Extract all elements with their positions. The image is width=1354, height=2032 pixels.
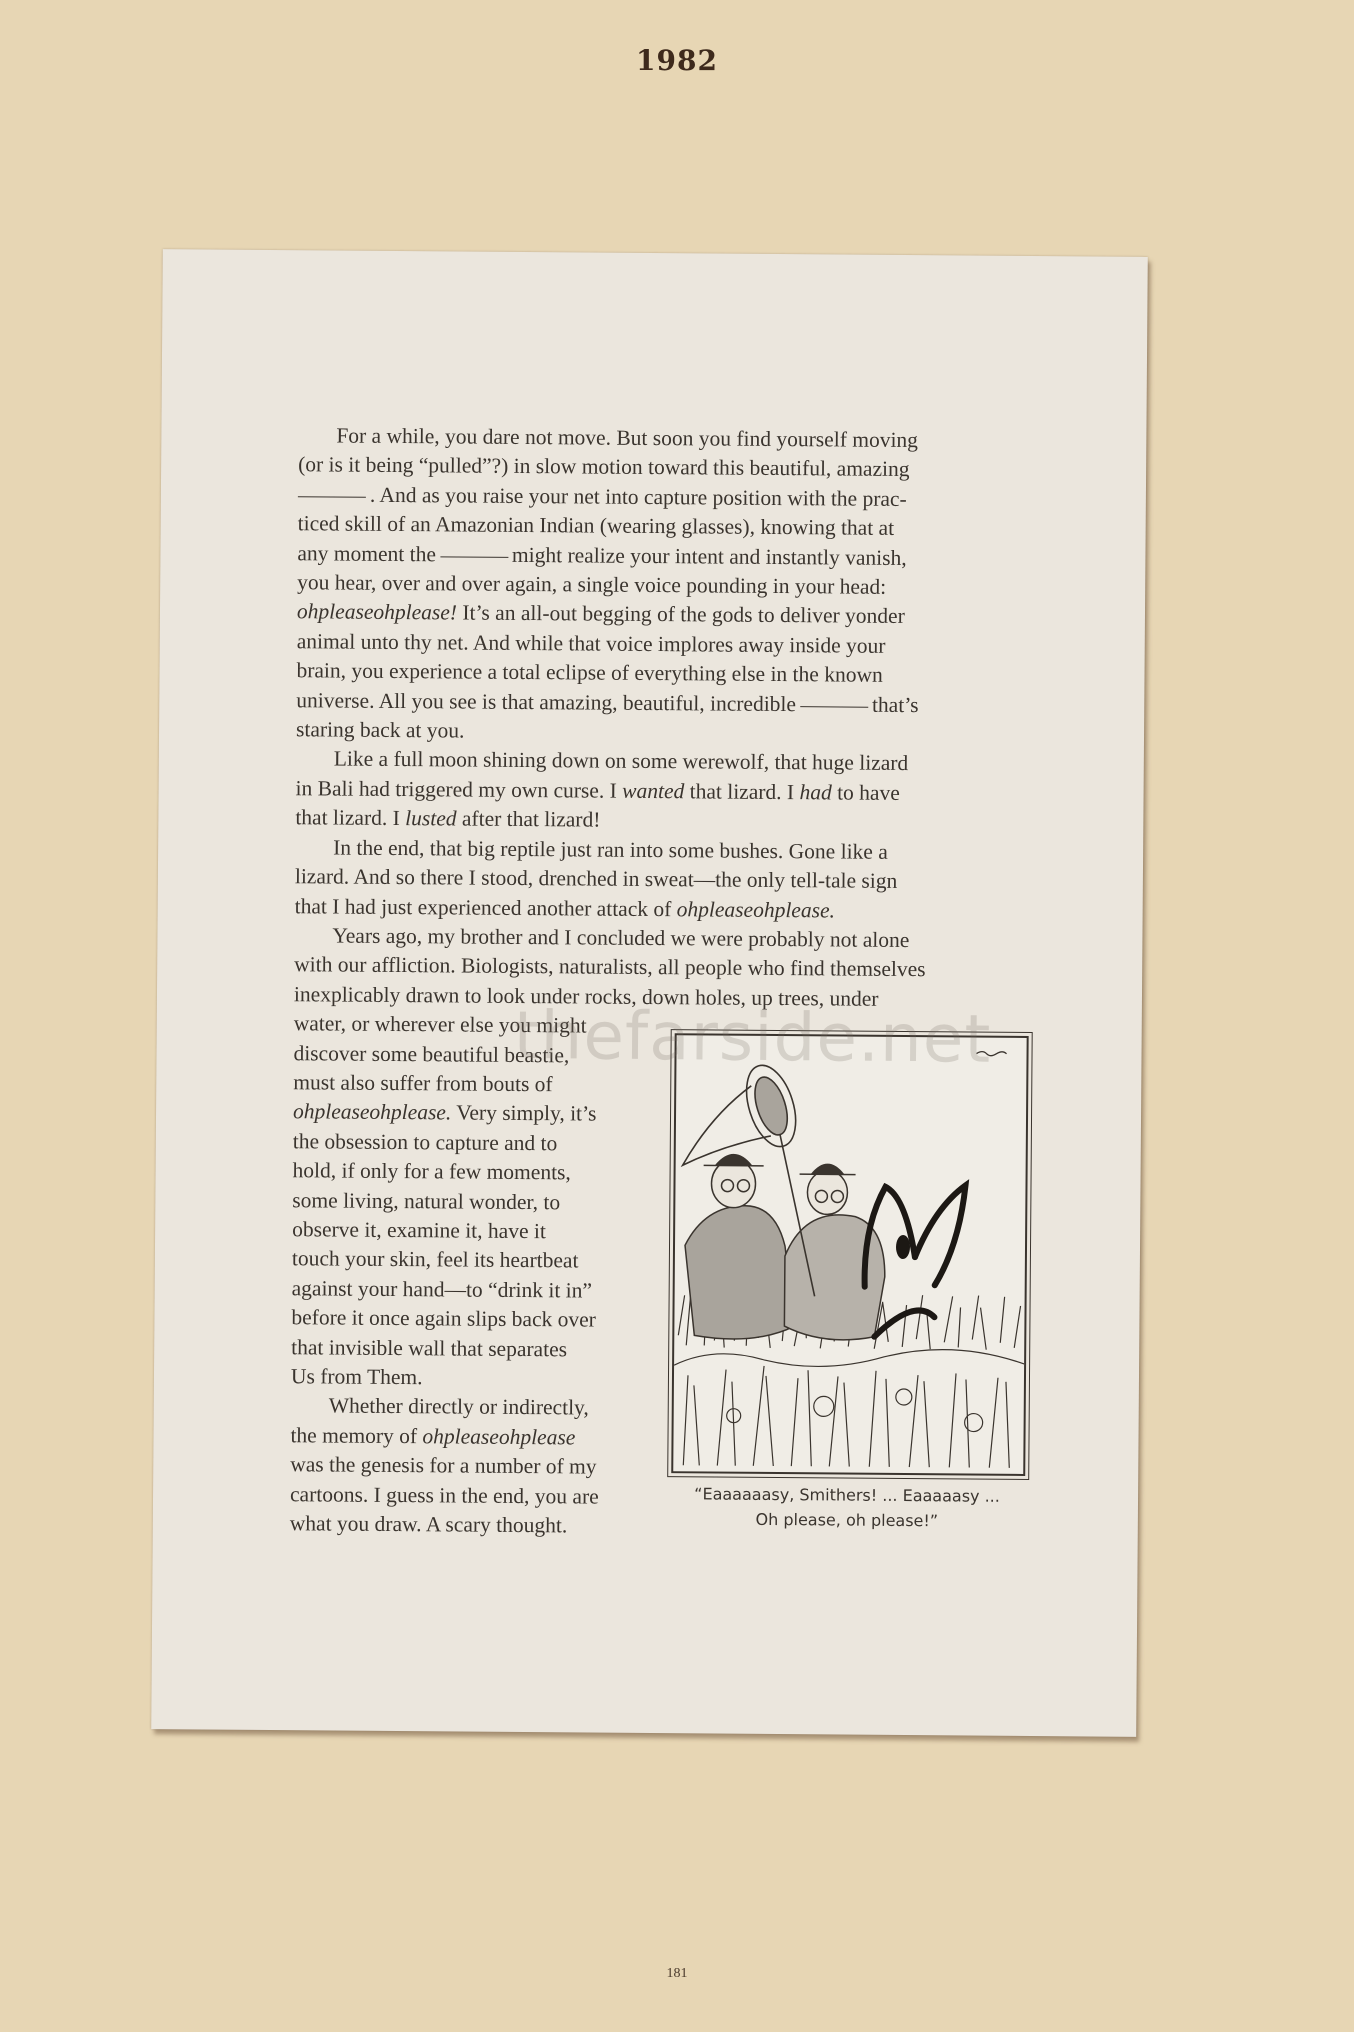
text-line: lizard. And so there I stood, drenched in sweat—the only tell-tale sign: [294, 864, 898, 894]
text-fragment: to have: [831, 780, 900, 805]
italic-word: wanted: [622, 778, 685, 804]
italic-word: ohpleaseohplease!: [296, 599, 458, 625]
text-line: what you draw. A scary thought.: [289, 1511, 568, 1538]
text-line: Years ago, my brother and I concluded we were probably not alone: [332, 923, 910, 952]
text-line: was the genesis for a number of my: [290, 1452, 597, 1479]
cartoon-caption: [663, 1481, 1031, 1534]
text-fragment: any moment the: [297, 540, 437, 566]
scientist-figure: [684, 1154, 795, 1339]
text-line: animal unto thy net. And while that voice implores away inside your: [296, 629, 886, 658]
fill-in-blank: [440, 555, 508, 558]
text-line: must also suffer from bouts of: [293, 1070, 553, 1097]
italic-word: lusted: [405, 806, 457, 831]
text-line: against your hand—to “drink it in”: [291, 1275, 593, 1303]
text-line: cartoons. I guess in the end, you are: [289, 1481, 599, 1509]
text-line: water, or wherever else you might: [293, 1011, 587, 1038]
paragraph-4-continued: [291, 1009, 649, 1394]
page-number: 181: [666, 1966, 688, 1981]
italic-word: had: [799, 780, 832, 805]
text-line: discover some beautiful beastie,: [293, 1040, 570, 1067]
text-fragment: might realize your intent and instantly vanish,: [511, 542, 907, 570]
text-fragment: the memory of: [290, 1423, 423, 1449]
text-line: with our affliction. Biologists, naturalists, all people who find themselves: [294, 952, 926, 982]
caption-line: Oh please, oh please!”: [755, 1509, 939, 1531]
text-fragment: Very simply, it’s: [451, 1100, 597, 1126]
text-line: hold, if only for a few moments,: [292, 1158, 571, 1185]
fill-in-blank: [800, 705, 868, 708]
text-line: staring back at you.: [295, 717, 465, 743]
cartoon-panel: [671, 1033, 1028, 1476]
text-line: you hear, over and over again, a single voice pounding in your head:: [297, 570, 887, 599]
signature-scribble: [977, 1052, 1007, 1056]
text-line: [293, 1098, 648, 1130]
paragraph-3: [295, 833, 1028, 927]
scientist-figure: [784, 1164, 885, 1340]
page-header-year: 1982: [636, 44, 718, 77]
paragraph-5: [290, 1392, 646, 1542]
watermark-text: thefarside.net: [513, 996, 992, 1078]
caption-line: “Eaaaaaasy, Smithers! ... Eaaaaasy ...: [694, 1484, 1000, 1506]
fill-in-blank: [298, 495, 366, 498]
text-line: touch your skin, feel its heartbeat: [291, 1246, 579, 1273]
text-line: observe it, examine it, have it: [292, 1217, 546, 1244]
cartoon-illustration-icon: [673, 1035, 1026, 1474]
text-fragment: It’s an all-out begging of the gods to deliver yonder: [456, 600, 905, 629]
italic-word: ohpleaseohplease: [422, 1424, 576, 1450]
text-line: that invisible wall that separates: [291, 1334, 568, 1361]
text-line: inexplicably drawn to look under rocks, down holes, up trees, under: [293, 981, 879, 1011]
paragraph-2: [295, 745, 1028, 839]
text-fragment: in Bali had triggered my own curse. I: [295, 776, 623, 803]
text-fragment: after that lizard!: [456, 806, 601, 832]
paragraph-4: [294, 921, 1027, 1015]
text-line: In the end, that big reptile just ran into some bushes. Gone like a: [333, 835, 888, 864]
text-fragment: that lizard. I: [684, 779, 800, 805]
narrow-column: [290, 1009, 649, 1541]
paragraph-1: [296, 421, 1031, 750]
text-line: some living, natural wonder, to: [292, 1187, 561, 1214]
text-fragment: that lizard. I: [295, 805, 406, 831]
text-line: before it once again slips back over: [291, 1305, 596, 1332]
text-line: [290, 1421, 645, 1453]
text-fragment: that’s: [871, 692, 919, 717]
text-line: Us from Them.: [290, 1364, 423, 1390]
text-fragment: that I had just experienced another attack of: [294, 893, 677, 921]
italic-word: ohpleaseohplease.: [292, 1099, 452, 1125]
text-fragment: universe. All you see is that amazing, beautiful, incredible: [296, 687, 797, 716]
text-line: For a while, you dare not move. But soon you find yourself moving: [336, 423, 919, 453]
text-line: brain, you experience a total eclipse of everything else in the known: [296, 658, 883, 688]
text-line: ticed skill of an Amazonian Indian (wearing glasses), knowing that at: [297, 511, 895, 541]
creature-eye: [896, 1235, 910, 1259]
text-sheet: [151, 249, 1148, 1737]
text-fragment: . And as you raise your net into capture position with the prac-: [369, 482, 907, 511]
text-line: the obsession to capture and to: [292, 1128, 558, 1156]
text-line: Like a full moon shining down on some werewolf, that huge lizard: [333, 746, 909, 776]
italic-word: ohpleaseohplease.: [676, 896, 836, 922]
text-line: Whether directly or indirectly,: [328, 1393, 589, 1420]
text-line: (or is it being “pulled”?) in slow motion toward this beautiful, amazing: [298, 452, 910, 482]
